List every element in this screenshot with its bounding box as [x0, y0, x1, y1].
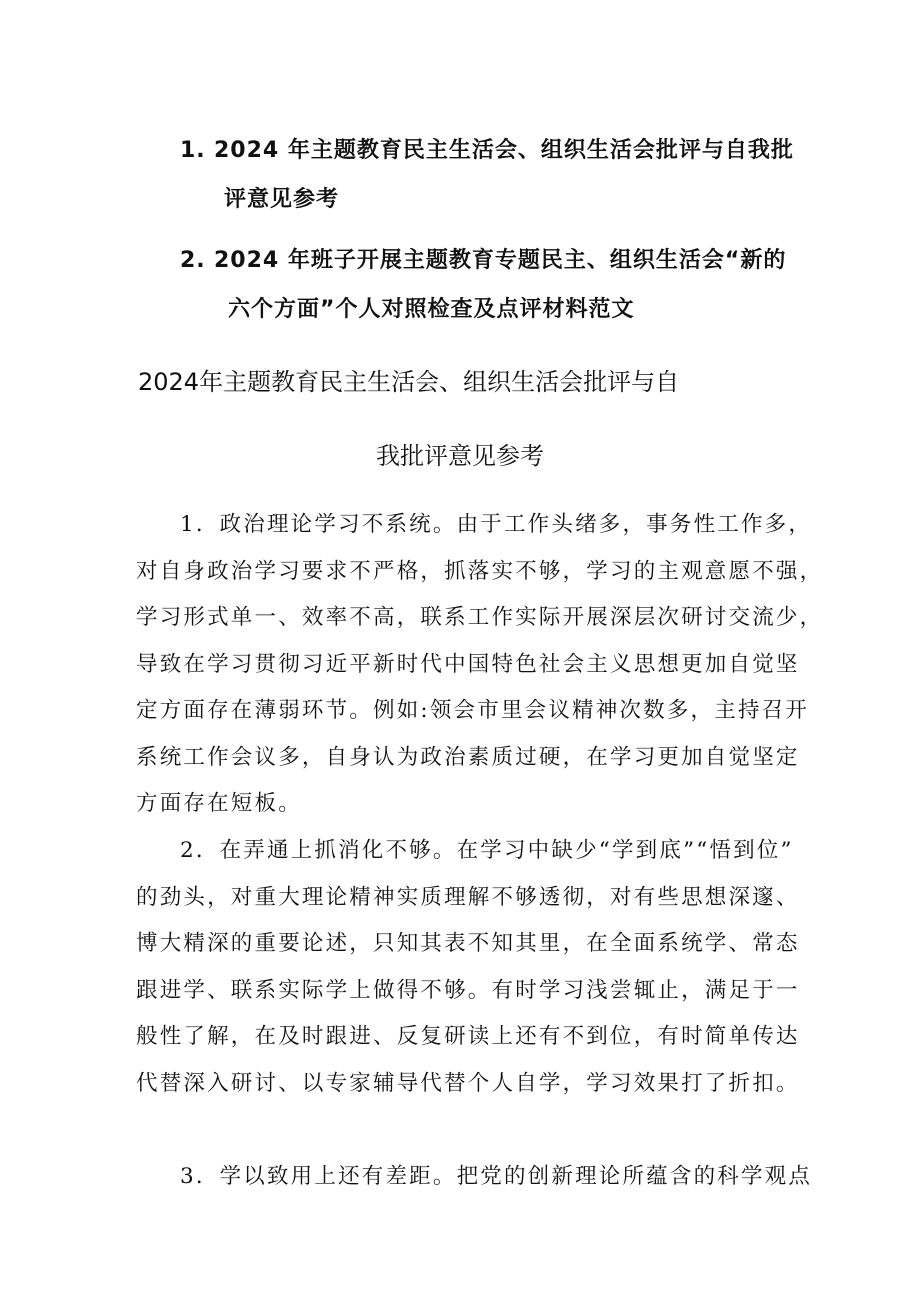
- toc-item-number: 2.: [180, 248, 206, 273]
- paragraph-line: 3．学以致用上还有差距。把党的创新理论所蕴含的科学观点: [180, 1164, 813, 1189]
- toc-item-title-line: 2024 年主题教育民主生活会、组织生活会批评与自我批: [214, 138, 794, 163]
- body-paragraph: [136, 502, 824, 828]
- paragraph-line: 般性了解，在及时跟进、反复研读上还有不到位，有时简单传达: [136, 1024, 800, 1049]
- paragraph-line: 导致在学习贯彻习近平新时代中国特色社会主义思想更加自觉坚: [136, 651, 800, 677]
- paragraph-line: 学习形式单一、效率不高，联系工作实际开展深层次研讨交流少，: [136, 605, 824, 630]
- body-paragraph: [136, 1154, 813, 1201]
- document-title-line: 2024年主题教育民主生活会、组织生活会批评与自: [138, 368, 680, 396]
- paragraph-line: 代替深入研讨、以专家辅导代替个人自学，学习效果打了折扣。: [136, 1070, 800, 1096]
- toc-item-title-line: 六个方面”个人对照检查及点评材料范文: [228, 297, 635, 322]
- document-title-line: 我批评意见参考: [376, 442, 544, 470]
- paragraph-line: 2．在弄通上抓消化不够。在学习中缺少“学到底”“悟到位”: [180, 838, 794, 863]
- table-of-contents: [180, 126, 800, 334]
- paragraph-line: 跟进学、联系实际学上做得不够。有时学习浅尝辄止，满足于一: [136, 977, 800, 1003]
- paragraph-line: 对自身政治学习要求不严格，抓落实不够，学习的主观意愿不强，: [136, 558, 824, 584]
- toc-item-title-line: 2024 年班子开展主题教育专题民主、组织生活会“新的: [214, 248, 787, 273]
- toc-item[interactable]: [180, 126, 800, 224]
- paragraph-line: 博大精深的重要论述，只知其表不知其里，在全面系统学、常态: [136, 931, 800, 956]
- toc-item-title-line: 评意见参考: [224, 187, 340, 212]
- paragraph-line: 系统工作会议多，自身认为政治素质过硬，在学习更加自觉坚定: [136, 744, 800, 770]
- toc-item[interactable]: [180, 236, 800, 334]
- paragraph-line: 的劲头，对重大理论精神实质理解不够透彻，对有些思想深邃、: [136, 884, 800, 910]
- paragraph-line: 1．政治理论学习不系统。由于工作头绪多，事务性工作多，: [180, 512, 813, 537]
- paragraph-line: 定方面存在薄弱环节。例如:领会市里会议精神次数多，主持召开: [136, 698, 810, 723]
- body-paragraph: [136, 828, 800, 1107]
- toc-item-number: 1.: [180, 138, 206, 163]
- paragraph-line: 方面存在短板。: [136, 791, 302, 816]
